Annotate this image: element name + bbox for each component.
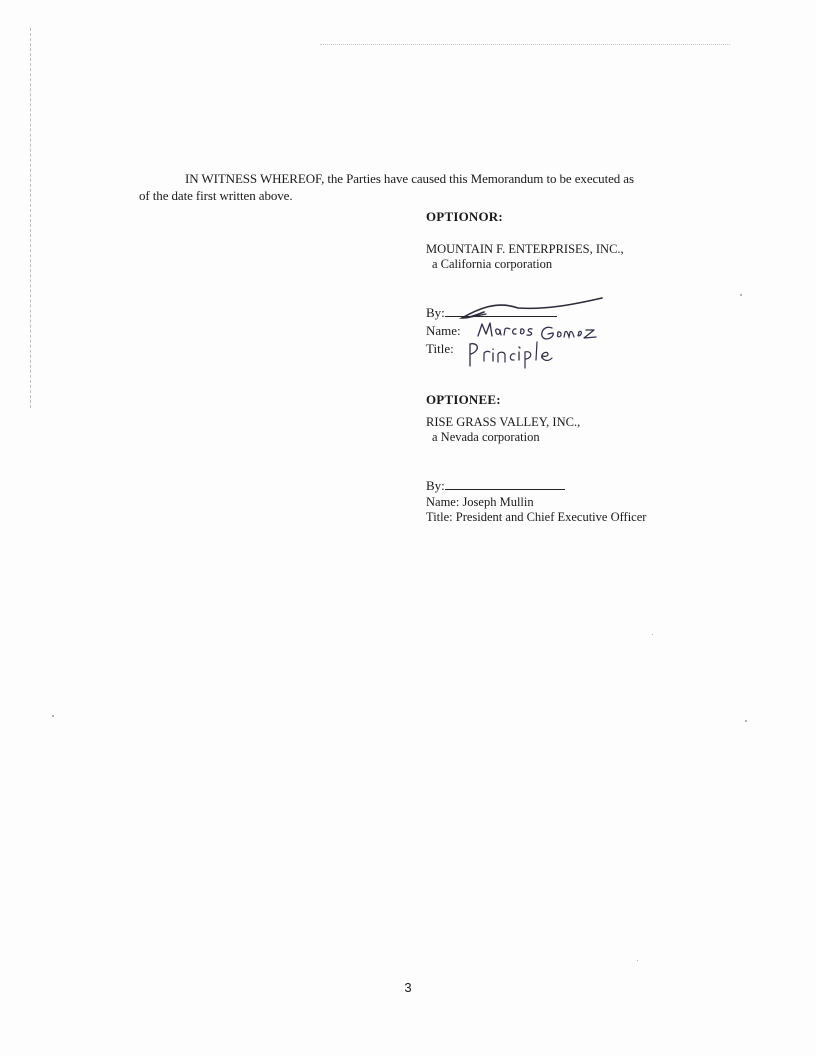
optionor-name-label: Name:	[426, 323, 461, 338]
optionor-title-label: Title:	[426, 341, 454, 356]
optionee-heading: OPTIONEE:	[426, 392, 501, 407]
optionee-title: Title: President and Chief Executive Officer	[426, 510, 647, 524]
optionee-entity: RISE GRASS VALLEY, INC.,	[426, 415, 581, 429]
optionee-signature-line	[445, 477, 565, 490]
scan-speck	[52, 715, 54, 717]
optionor-entity: MOUNTAIN F. ENTERPRISES, INC.,	[426, 242, 624, 256]
scan-top-artifact	[320, 44, 730, 46]
page-number: 3	[404, 980, 412, 995]
optionee-signature-block	[426, 477, 646, 525]
scan-speck	[745, 720, 747, 722]
witness-line-1: IN WITNESS WHEREOF, the Parties have caused this Memorandum to be executed as	[185, 171, 634, 186]
optionor-by-label: By:	[426, 305, 445, 320]
optionor-block	[426, 209, 624, 272]
scan-speck	[740, 294, 742, 296]
witness-paragraph	[139, 170, 699, 204]
optionor-signature-block	[426, 304, 626, 374]
optionee-entity-type: a Nevada corporation	[432, 430, 540, 444]
scan-speck	[637, 960, 638, 961]
scan-edge-artifact	[30, 28, 32, 408]
optionee-by-label: By:	[426, 478, 445, 493]
optionee-block	[426, 392, 580, 445]
optionor-entity-type: a California corporation	[432, 257, 553, 271]
optionee-by-row	[426, 477, 646, 495]
handwritten-title	[426, 304, 626, 374]
scan-speck	[652, 634, 653, 635]
optionor-heading: OPTIONOR:	[426, 209, 503, 224]
witness-line-2: of the date first written above.	[139, 188, 293, 203]
optionee-name: Name: Joseph Mullin	[426, 495, 534, 509]
